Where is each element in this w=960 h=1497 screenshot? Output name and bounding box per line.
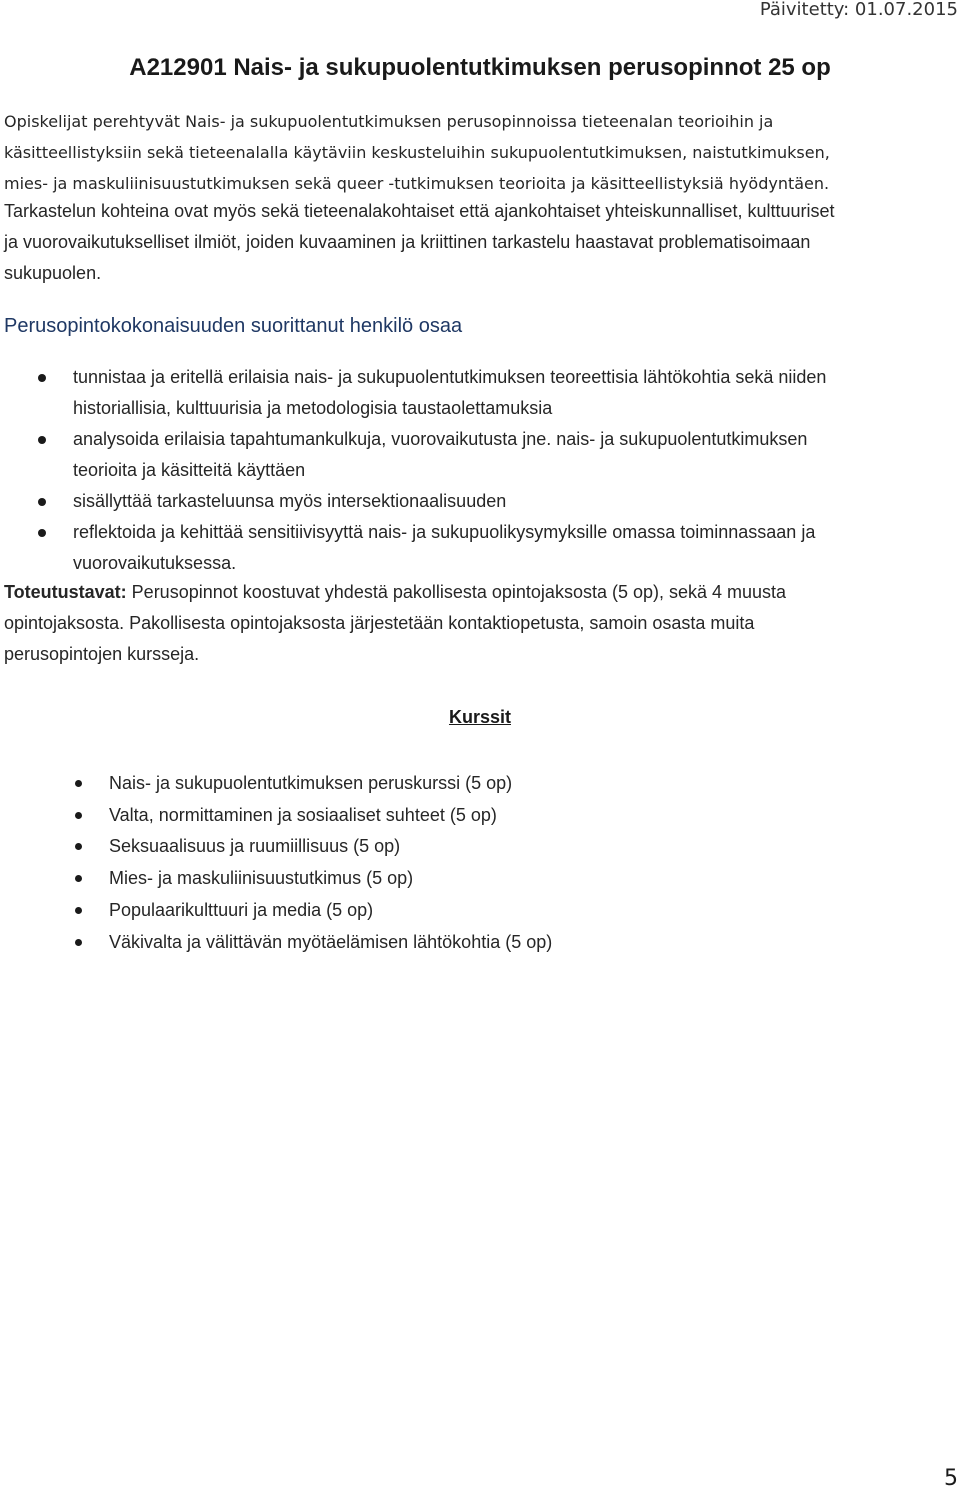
bullet-icon — [75, 812, 82, 819]
focus-paragraph — [4, 196, 954, 289]
focus-line: Tarkastelun kohteina ovat myös sekä tieteenalakohtaiset että ajankohtaiset yhteiskunnalliset, kulttuuriset — [4, 201, 835, 221]
courses-heading: Kurssit — [448, 707, 511, 727]
implementation-text: Perusopinnot koostuvat yhdestä pakollisesta opintojaksosta (5 op), sekä 4 muusta — [126, 582, 787, 602]
bullet-icon — [38, 498, 46, 506]
intro-line: Opiskelijat perehtyvät Nais- ja sukupuolentutkimuksen perusopinnoissa tieteenalan teorioihin ja — [4, 112, 774, 131]
implementation-paragraph — [4, 577, 954, 670]
course-item — [0, 927, 552, 959]
bullet-icon — [38, 529, 46, 537]
course-item — [0, 831, 552, 863]
outcome-text: sisällyttää tarkasteluunsa myös intersektionaalisuuden — [73, 491, 507, 511]
outcomes-list — [0, 362, 950, 579]
bullet-icon — [75, 939, 82, 946]
bullet-icon — [75, 875, 82, 882]
focus-line: sukupuolen. — [4, 263, 102, 283]
implementation-line: opintojaksosta. Pakollisesta opintojaksosta järjestetään kontaktiopetusta, samoin osasta muita — [4, 613, 755, 633]
outcome-text: tunnistaa ja eritellä erilaisia nais- ja sukupuolentutkimuksen teoreettisia lähtökohtia sekä niiden — [73, 367, 827, 387]
outcome-item — [0, 424, 950, 486]
bullet-icon — [38, 374, 46, 382]
course-label: Mies- ja maskuliinisuustutkimus (5 op) — [109, 868, 414, 889]
bullet-icon — [38, 436, 46, 444]
course-item — [0, 800, 552, 832]
courses-list — [0, 768, 552, 958]
intro-paragraph — [4, 106, 954, 199]
outcomes-heading: Perusopintokokonaisuuden suorittanut henkilö osaa — [4, 315, 463, 337]
updated-date: Päivitetty: 01.07.2015 — [759, 0, 958, 20]
course-item — [0, 768, 552, 800]
outcome-text: vuorovaikutuksessa. — [73, 553, 237, 573]
outcome-item — [0, 517, 950, 579]
implementation-line: perusopintojen kursseja. — [4, 644, 200, 664]
intro-line: käsitteellistyksiin sekä tieteenalalla käytäviin keskusteluihin sukupuolentutkimuksen, naistutkimuksen, — [4, 143, 830, 162]
bullet-icon — [75, 843, 82, 850]
outcome-text: teorioita ja käsitteitä käyttäen — [73, 460, 306, 480]
intro-line: mies- ja maskuliinisuustutkimuksen sekä queer -tutkimuksen teorioita ja käsitteellistyksiä hyödyntäen. — [4, 174, 830, 193]
outcome-item — [0, 486, 950, 517]
course-label: Populaarikulttuuri ja media (5 op) — [109, 899, 374, 920]
course-label: Valta, normittaminen ja sosiaaliset suhteet (5 op) — [109, 804, 497, 825]
course-item — [0, 863, 552, 895]
outcome-text: historiallisia, kulttuurisia ja metodologisia taustaolettamuksia — [73, 398, 553, 418]
bullet-icon — [75, 907, 82, 914]
course-label: Seksuaalisuus ja ruumiillisuus (5 op) — [109, 836, 401, 857]
outcome-text: analysoida erilaisia tapahtumankulkuja, vuorovaikutusta jne. nais- ja sukupuolentutkimuksen — [73, 429, 808, 449]
course-label: Nais- ja sukupuolentutkimuksen peruskurssi (5 op) — [109, 773, 513, 793]
course-label: Väkivalta ja välittävän myötäelämisen lähtökohtia (5 op) — [109, 931, 553, 952]
page-number: 5 — [944, 1466, 958, 1491]
outcome-item — [0, 362, 950, 424]
course-item — [0, 895, 552, 927]
implementation-label: Toteutustavat: — [4, 582, 127, 602]
outcome-text: reflektoida ja kehittää sensitiivisyyttä nais- ja sukupuolikysymyksille omassa toiminnassaan ja — [73, 522, 816, 542]
document-title: A212901 Nais- ja sukupuolentutkimuksen perusopinnot 25 op — [129, 54, 831, 81]
bullet-icon — [75, 780, 82, 787]
focus-line: ja vuorovaikutukselliset ilmiöt, joiden kuvaaminen ja kriittinen tarkastelu haastavat problematisoimaan — [4, 232, 811, 252]
implementation-line — [4, 577, 954, 608]
